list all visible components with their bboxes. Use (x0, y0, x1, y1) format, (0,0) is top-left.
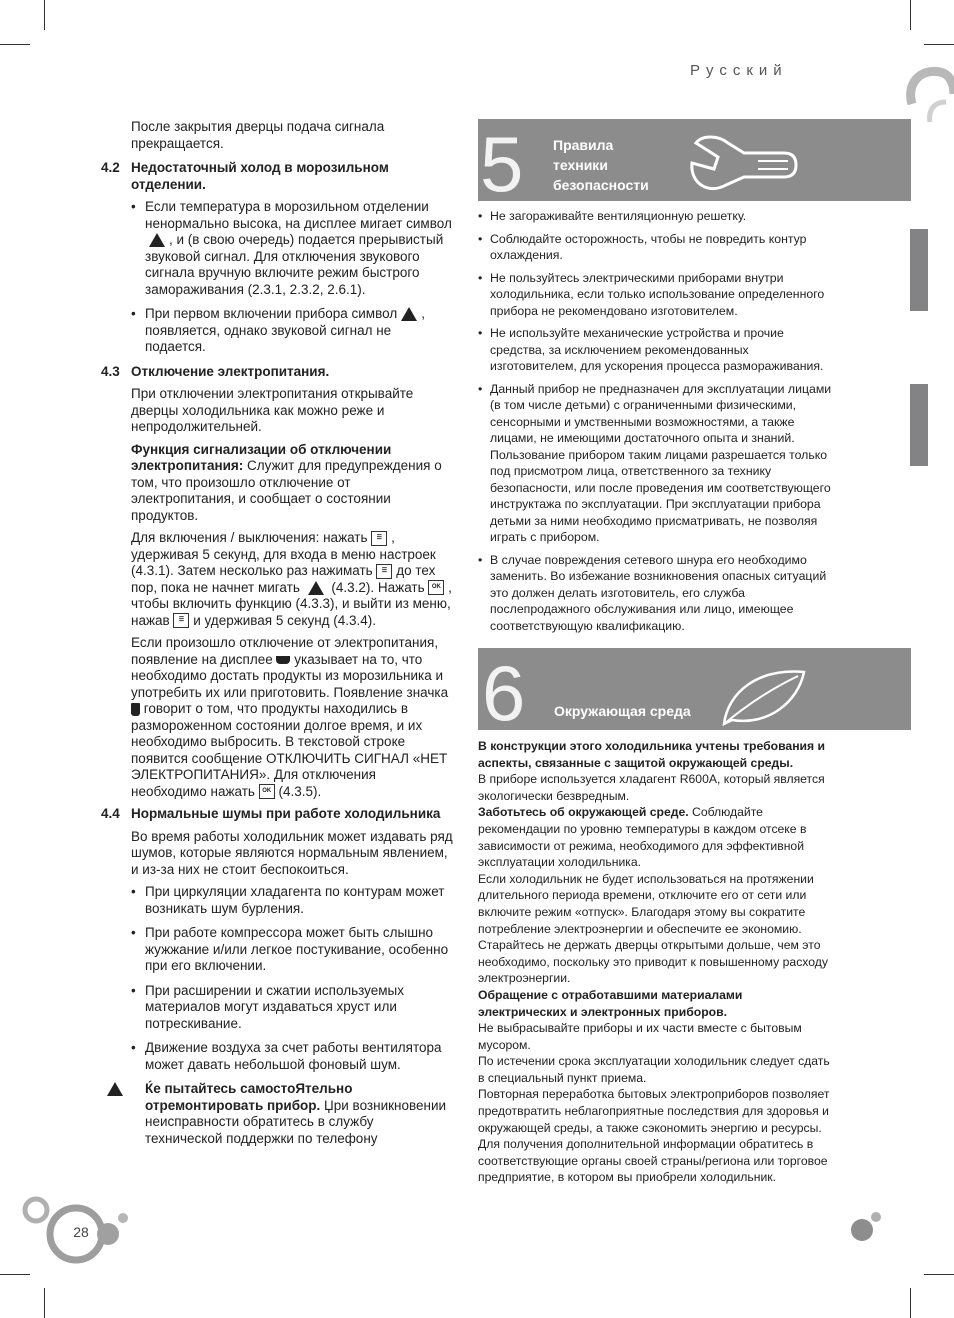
paragraph: По истечении срока эксплуатации холодильник следует сдать в специальный пункт приема. (478, 1054, 830, 1085)
list-item: • При расширении и сжатии используемых материалов могут издаваться хруст или потрескивание. (131, 983, 453, 1033)
crop-mark (924, 1274, 954, 1275)
crop-mark (910, 0, 911, 30)
section-title: Недостаточный холод в морозильном отделении. (131, 160, 389, 192)
pot-icon (276, 656, 290, 664)
paragraph: В приборе используется хладагент R600A, который является экологически безвредным. (478, 772, 825, 803)
crop-mark (0, 44, 30, 45)
section-number: 5 (480, 120, 524, 208)
menu-button-icon: ☰ (173, 613, 189, 628)
list-item: • Если температура в морозильном отделении ненормально высока, на дисплее мигает символ, и (в свою очередь) подается прерывистый звуковой сигнал. Для отключения звукового сигнала вручную включите режим быстрого замораживания (2.3.1, 2.3.2, 2.6.1). (131, 199, 453, 298)
warning-note: Ќе пытайтесь самостоЯтельно отремонтировать прибор. Џри возникновении неисправности обратитесь в службу технической поддержки по телефону (131, 1081, 453, 1147)
lead-paragraph: В конструкции этого холодильника учтены требования и аспекты, связанные с защитой окружающей среды. (478, 739, 826, 770)
paragraph: Для получения дополнительной информации обратитесь в соответствующие органы своей страны/региона или торговое предприятие, в котором вы приобрели холодильник. (478, 1137, 828, 1185)
paragraph: Для включения / выключения: нажать ☰ , удерживая 5 секунд, для входа в меню настроек (4.3.1). Затем несколько раз нажимать ☰ до тех пор, пока не начнет мигать (4.3.2). Нажать OK , чтобы включить функцию (4.3.3), и выйти из меню, нажав ☰ и удерживая 5 секунд (4.3.4). (131, 530, 452, 628)
ok-button-icon: OK (259, 784, 275, 799)
list-item: • Не используйте механические устройства и прочие средства, за исключением рекомендованных изготовителем, для ускорения процесса размораживания. (478, 325, 836, 375)
paragraph: Повторная переработка бытовых электроприборов позволяет предотвратить неблагоприятные последствия для здоровья и окружающей среды, а также сэкономить энергию и ресурсы. (478, 1087, 830, 1135)
list-item: • Не пользуйтесь электрическими приборами внутри холодильника, если только использование определенного прибора не рекомендовано изготовителем. (478, 270, 836, 320)
list-item: • Соблюдайте осторожность, чтобы не повредить контур охлаждения. (478, 231, 836, 264)
page-number: 28 (73, 1224, 89, 1240)
section-title: Нормальные шумы при работе холодильника (131, 806, 441, 821)
list-item: • В случае повреждения сетевого шнура его необходимо заменить. Во избежание возникновения опасных ситуаций это должен делать изготовитель, его служба послепродажного обслуживания или лицо, имеющее соответствующую квалификацию. (478, 552, 836, 635)
crop-mark (924, 44, 954, 45)
warning-icon (401, 307, 417, 321)
section-4-4 (101, 806, 453, 823)
list-item: • Данный прибор не предназначен для эксплуатации лицами (в том числе детьми) с ограниченными физическими, сенсорными и умственными возможностями, а также лицами, не имеющими достаточного опыта и знаний. Пользование прибором таким лицами разрешается только под присмотром лица, ответственного за технику безопасности, или после проведения им соответствующего инструктажа по эксплуатации. При эксплуатации прибора детьми за ними необходимо присматривать, не позволяя играть с прибором. (478, 381, 836, 546)
subheading: Обращение с отработавшими материалами электрических и электронных приборов. (478, 987, 743, 1019)
language-label: Русский (690, 62, 788, 79)
paragraph: Во время работы холодильник может издавать ряд шумов, которые являются нормальным явлением, и из-за них не стоит беспокоиться. (131, 828, 453, 877)
warning-icon (107, 1082, 123, 1096)
left-column (101, 119, 453, 1147)
crop-mark (910, 1288, 911, 1318)
menu-button-icon: ☰ (376, 564, 392, 579)
section-6-banner (478, 648, 911, 737)
crop-mark (44, 0, 45, 30)
decorative-circles-icon (846, 1208, 886, 1248)
section-title: Окружающая среда (554, 703, 691, 719)
menu-button-icon: ☰ (371, 531, 387, 546)
paragraph: При отключении электропитания открывайте дверцы холодильника как можно реже и непродолжительней. (131, 386, 414, 434)
crop-mark (0, 1274, 30, 1275)
warning-icon (308, 581, 324, 595)
side-tab (910, 229, 928, 311)
ok-button-icon: OK (428, 580, 444, 595)
paragraph: Функция сигнализации об отключении электропитания: Служит для предупреждения о том, что произошло отключение от электропитания, и сообщает о состоянии продуктов. (131, 441, 442, 523)
section-4-2 (101, 160, 453, 193)
list-item: • Движение воздуха за счет работы вентилятора может давать небольшой фоновый шум. (131, 1040, 453, 1073)
intro-paragraph: После закрытия дверцы подача сигнала прекращается. (131, 119, 385, 151)
section-number: 4.3 (101, 363, 120, 379)
environment-text (478, 738, 830, 1186)
paragraph: Старайтесь не держать дверцы открытыми дольше, чем это необходимо, поскольку это приводит к повышенному расходу электроэнергии. (478, 938, 828, 986)
paragraph: Если произошло отключение от электропитания, появление на дисплее указывает на то, что необходимо достать продукты из морозильника и употребить их или приготовить. Появление значка говорит о том, что продукты находились в размороженном состоянии долгое время, и их необходимо выбросить. В текстовой строке появится сообщение ОТКЛЮЧИТЬ СИГНАЛ «НЕТ ЭЛЕКТРОПИТАНИЯ». Для отключения необходимо нажать OK (4.3.5). (131, 635, 449, 799)
section-number: 6 (482, 649, 526, 737)
section-number: 4.4 (101, 806, 120, 821)
section-5-banner (478, 119, 911, 208)
paragraph: Если холодильник не будет использоваться на протяжении длительного периода времени, отключите его от сети или включите режим «отпуск». Благодаря этому вы сократите потребление электроэнергии и обеспечите ее экономию. (478, 871, 814, 936)
section-4-3 (101, 363, 453, 381)
trash-icon (131, 703, 140, 716)
list-item: • При работе компрессора может быть слышно жужжание и/или легкое постукивание, особенно при его включении. (131, 925, 453, 975)
side-tab (910, 384, 928, 466)
list-item: • Не загораживайте вентиляционную решетку. (478, 208, 836, 225)
paragraph: Заботьтесь об окружающей среде. Соблюдайте рекомендации по уровню температуры в каждом отсеке в зависимости от режима, необходимого для эффективной эксплуатации холодильника. (478, 805, 807, 870)
paragraph: Не выбрасывайте приборы и их части вместе с бытовым мусором. (478, 1021, 802, 1052)
section-title: Правила техники безопасности (553, 137, 649, 193)
section-number: 4.2 (101, 160, 120, 175)
safety-list (478, 208, 836, 640)
list-item: • При первом включении прибора символ , появляется, однако звуковой сигнал не подается. (131, 306, 453, 356)
list-item: • При циркуляции хладагента по контурам может возникать шум бурления. (131, 884, 453, 917)
section-title: Отключение электропитания. (131, 363, 330, 379)
leaf-icon (718, 662, 808, 728)
wrench-icon (688, 133, 798, 195)
warning-icon (149, 233, 165, 247)
crop-mark (44, 1288, 45, 1318)
